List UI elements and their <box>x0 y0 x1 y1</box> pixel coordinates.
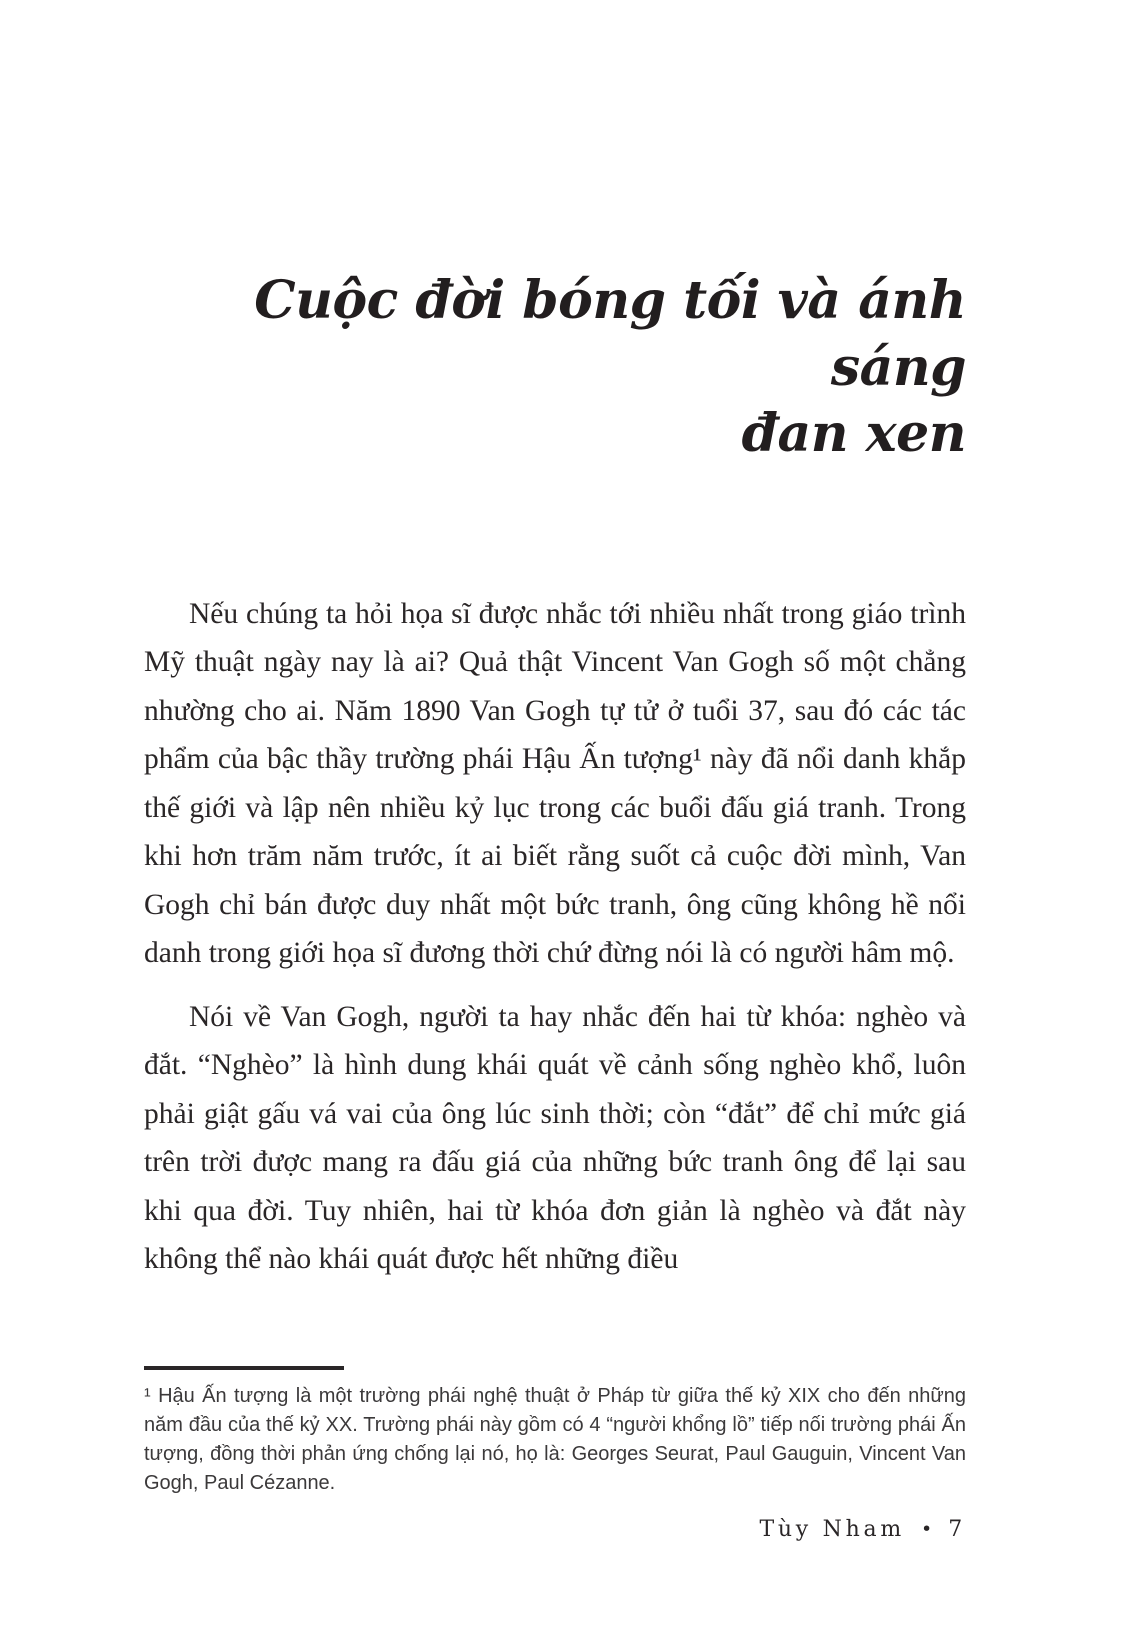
chapter-title-line-2: đan xen <box>741 403 966 465</box>
footer-page-number: 7 <box>948 1517 966 1542</box>
chapter-title <box>144 268 966 468</box>
chapter-title-line-1: Cuộc đời bóng tối và ánh sáng <box>254 270 966 398</box>
footnote-divider <box>144 1366 344 1370</box>
footnote-text: ¹ Hậu Ấn tượng là một trường phái nghệ thuật ở Pháp từ giữa thế kỷ XIX cho đến những năm đầu của thế kỷ XX. Trường phái này gồm có 4 “người khổng lồ” tiếp nối trường phái Ấn tượng, đồng thời phản ứng chống lại nó, họ là: Georges Seurat, Paul Gauguin, Vincent Van Gogh, Paul Cézanne. <box>144 1384 966 1494</box>
footer-bullet-separator: • <box>921 1518 933 1540</box>
paragraph-1: Nếu chúng ta hỏi họa sĩ được nhắc tới nhiều nhất trong giáo trình Mỹ thuật ngày nay là ai? Quả thật Vincent Van Gogh số một chẳng nhường cho ai. Năm 1890 Van Gogh tự tử ở tuổi 37, sau đó các tác phẩm của bậc thầy trường phái Hậu Ấn tượng¹ này đã nổi danh khắp thế giới và lập nên nhiều kỷ lục trong các buổi đấu giá tranh. Trong khi hơn trăm năm trước, ít ai biết rằng suốt cả cuộc đời mình, Van Gogh chỉ bán được duy nhất một bức tranh, ông cũng không hề nổi danh trong giới họa sĩ đương thời chứ đừng nói là có người hâm mộ. <box>144 597 966 970</box>
page-footer <box>759 1517 966 1542</box>
paragraph-2: Nói về Van Gogh, người ta hay nhắc đến hai từ khóa: nghèo và đắt. “Nghèo” là hình dung khái quát về cảnh sống nghèo khổ, luôn phải giật gấu vá vai của ông lúc sinh thời; còn “đắt” để chỉ mức giá trên trời được mang ra đấu giá của những bức tranh ông để lại sau khi qua đời. Tuy nhiên, hai từ khóa đơn giản là nghèo và đắt này không thể nào khái quát được hết những điều <box>144 1000 966 1276</box>
body-text <box>144 590 966 1284</box>
footer-book-title: Tùy Nham <box>759 1517 906 1542</box>
